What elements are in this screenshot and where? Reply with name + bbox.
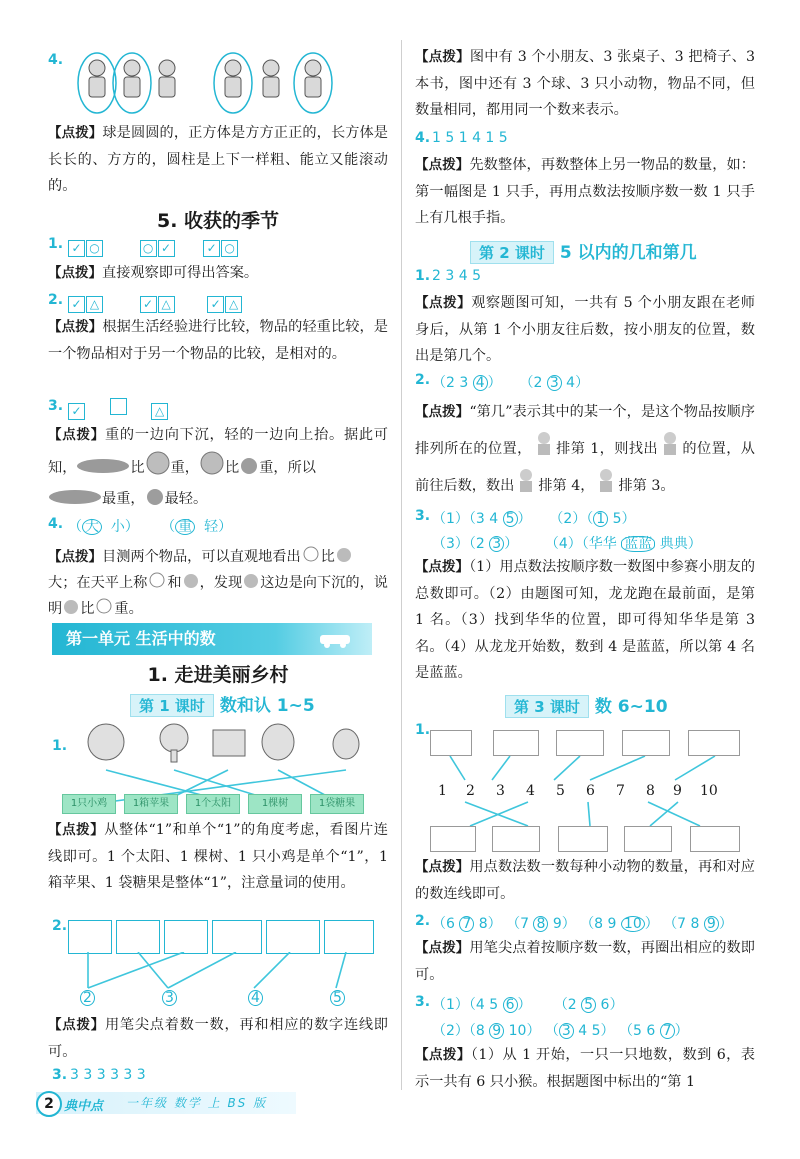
l3-q1-animal-box	[558, 826, 608, 852]
check-icon: ✓	[203, 240, 220, 257]
q4-tip: 【点拨】球是圆圆的，正方体是方方正正的，长方体是长长的、方方的，圆柱是上下一样粗、能立又能滚动的。	[48, 125, 388, 194]
l2-q1-number: 1.	[415, 268, 431, 284]
brand-logo-text: 典中点	[64, 1099, 104, 1114]
check-icon: ✓	[68, 296, 85, 313]
l3-q2-answer: （6 7 8） （7 8 9） （8 9 10 ） （7 8 9 ）	[432, 916, 733, 932]
r-q4-number: 4.	[415, 130, 431, 146]
l3-q3-number: 3.	[415, 994, 431, 1010]
child-figure-icon	[594, 467, 618, 493]
child-figure-icon	[514, 467, 538, 493]
l3-q3-answer-line1: （1）（4 5 6 ） （2 5 6）	[432, 997, 624, 1013]
s5-q4-number: 4.	[48, 516, 64, 532]
flower-icon	[94, 596, 114, 616]
l1-q2-picture-box	[116, 920, 160, 954]
l1-q1-number: 1.	[52, 738, 68, 754]
lesson2-heading: 第 2 课时 5 以内的几和第几	[470, 238, 697, 264]
circle-icon: ○	[140, 240, 157, 257]
l3-q1-animal-box	[492, 826, 540, 852]
s5-q1-tip: 【点拨】直接观察即可得出答案。	[48, 265, 259, 281]
section5-title: 5. 收获的季节	[156, 210, 280, 232]
car-icon	[316, 629, 356, 649]
l1-q1-label: 1袋糖果	[310, 794, 364, 814]
l1-q1-label: 1箱苹果	[124, 794, 178, 814]
unit-title-banner: 第一单元 生活中的数	[52, 623, 372, 655]
right-top-tip: 【点拨】图中有 3 个小朋友、3 张桌子、3 把椅子、3 本书，图中还有 3 个球、3 只小动物，物品不同，但数量相同，都用同一个数来表示。	[415, 49, 755, 118]
cabbage-icon	[145, 451, 171, 475]
s5-q1-answer-marks	[68, 236, 239, 257]
footer-book-info: 一年级 数学 上 BS 版	[126, 1096, 268, 1110]
l1-q2-picture-box	[212, 920, 262, 954]
ball-icon	[182, 572, 200, 590]
child-figure-icon	[658, 430, 682, 456]
check-icon: ✓	[207, 296, 224, 313]
triangle-icon: △	[158, 296, 175, 313]
l3-q1-animal-box	[430, 730, 472, 756]
q4-children-illustration	[75, 52, 345, 114]
l1-q2-circle-5: 5	[330, 990, 345, 1006]
onion-icon	[239, 455, 259, 475]
ball-icon	[335, 546, 353, 564]
l2-q3-answer-line1: （1）（3 4 5 ） （2）（ 1 5）	[432, 511, 636, 527]
flower-icon	[147, 570, 167, 590]
l2-q2-answer: （2 3 4 ） （2 3 4）	[432, 375, 590, 391]
circle-icon: ○	[86, 240, 103, 257]
l1-q1-label: 1棵树	[248, 794, 302, 814]
r-q4-answer: 1 5 1 4 1 5	[432, 130, 508, 146]
lesson3-heading: 第 3 课时 数 6~10	[505, 692, 668, 718]
triangle-icon: △	[151, 403, 168, 420]
l1-q2-picture-box	[324, 920, 374, 954]
cabbage-icon	[199, 451, 225, 475]
l1-q1-tip: 【点拨】从整体“1”和单个“1”的角度考虑，看图片连线即可。1 个太阳、1 棵树、1 只小鸡是单个“1”，1 箱苹果、1 袋糖果是整体“1”，注意量词的使用。	[48, 822, 388, 891]
l1-q2-picture-box	[68, 920, 112, 954]
r-q4-tip: 【点拨】先数整体，再数整体上另一物品的数量，如：第一幅图是 1 只手，再用点数法按顺序数一数 1 只手上有几根手指。	[415, 157, 755, 226]
l1-q2-tip: 【点拨】用笔尖点着数一数，再和相应的数字连线即可。	[48, 1017, 389, 1060]
s5-q3-answer-marks	[68, 398, 169, 420]
l1-q2-circle-4: 4	[248, 990, 263, 1006]
cucumber-icon	[76, 457, 130, 475]
flower-icon	[301, 544, 321, 564]
l1-q2-circle-3: 3	[162, 990, 177, 1006]
l3-q1-tip: 【点拨】用点数法数一数每种小动物的数量，再和对应的数连线即可。	[415, 859, 755, 902]
s5-q4-answers: （ 大 小） （ 重 轻）	[68, 519, 233, 535]
l2-q1-answer: 2 3 4 5	[432, 268, 481, 284]
l2-q3-answer-line2: （3）（2 3 ） （4）（华华 蓝蓝 典典）	[432, 536, 702, 552]
ball-icon	[62, 598, 80, 616]
onion-icon	[145, 486, 165, 506]
s5-q2-answer-marks	[68, 292, 243, 313]
s5-q4-tip: 【点拨】目测两个物品，可以直观地看出 比 大；在天平上称 和 ，发现 这边是向下沉的，说明 比 重。	[48, 544, 388, 622]
page-footer	[36, 1092, 296, 1114]
l3-q1-animal-box	[622, 730, 670, 756]
s5-q2-tip: 【点拨】根据生活经验进行比较，物品的轻重比较，是一个物品相对于另一个物品的比较，是相对的。	[48, 319, 388, 362]
check-icon: ✓	[140, 296, 157, 313]
l3-q1-number: 1.	[415, 722, 431, 738]
l1-q2-circle-2: 2	[80, 990, 95, 1006]
l1-q2-match-lines	[68, 952, 378, 992]
l1-q3-number: 3.	[52, 1067, 68, 1083]
s5-q3-number: 3.	[48, 398, 64, 414]
page-number: 2	[36, 1091, 62, 1117]
l1-q1-label: 1只小鸡	[62, 794, 116, 814]
s5-q1-number: 1.	[48, 236, 64, 252]
lesson1-heading: 第 1 课时 数和认 1~5	[130, 691, 315, 717]
column-divider	[401, 40, 402, 1090]
l2-q3-tip: 【点拨】（1）用点数法按顺序数一数图中参赛小朋友的总数即可。（2）由题图可知，龙龙跑在最前面，是第 1 名。（3）找到华华的位置，即可得知华华是第 3 名。（4）从龙龙开始数，数到 4 是蓝蓝，所以第 4 名是蓝蓝。	[415, 559, 756, 681]
section1-title: 1. 走进美丽乡村	[147, 664, 289, 686]
circle-icon: ○	[221, 240, 238, 257]
ball-icon	[242, 572, 260, 590]
l2-q1-tip: 【点拨】观察题图可知，一共有 5 个小朋友跟在老师身后，从第 1 个小朋友往后数，按小朋友的位置，数出是第几个。	[415, 295, 755, 364]
empty-box-icon	[110, 398, 127, 415]
s5-q3-tip: 【点拨】重的一边向下沉，轻的一边向上抬。据此可知， 比 重， 比 重，所以 最重， 最轻。	[48, 427, 389, 507]
l3-q1-animal-box	[624, 826, 672, 852]
child-figure-icon	[532, 430, 556, 456]
l1-q2-picture-box	[164, 920, 208, 954]
q4-number: 4.	[48, 52, 64, 68]
cucumber-icon	[48, 488, 102, 506]
l1-q1-label: 1个太阳	[186, 794, 240, 814]
l3-q1-animal-box	[690, 826, 740, 852]
l3-q3-tip: 【点拨】（1）从 1 开始，一只一只地数，数到 6，表示一共有 6 只小猴。根据题图中标出的“第 1	[415, 1047, 755, 1090]
l3-q2-tip: 【点拨】用笔尖点着按顺序数一数，再圈出相应的数即可。	[415, 940, 755, 983]
l3-q1-animal-box	[493, 730, 539, 756]
l3-q3-answer-line2: （2）（8 9 10） （ 3 4 5） （5 6 7 ）	[432, 1023, 689, 1039]
triangle-icon: △	[225, 296, 242, 313]
l1-q2-picture-box	[266, 920, 320, 954]
l3-q1-animal-box	[556, 730, 604, 756]
l3-q1-animal-box	[430, 826, 476, 852]
l3-q2-number: 2.	[415, 913, 431, 929]
check-icon: ✓	[68, 240, 85, 257]
l2-q2-tip: 【点拨】“第几”表示其中的某一个，是这个物品按顺序排列所在的位置， 排第 1，则找出 的位置，从前往后数，数出 排第 4， 排第 3。	[415, 404, 755, 494]
l3-q1-animal-box	[688, 730, 740, 756]
l1-q2-number: 2.	[52, 918, 68, 934]
l2-q3-number: 3.	[415, 508, 431, 524]
l2-q2-number: 2.	[415, 372, 431, 388]
check-icon: ✓	[68, 403, 85, 420]
triangle-icon: △	[86, 296, 103, 313]
l1-q3-answer: 3 3 3 3 3 3	[70, 1067, 146, 1083]
s5-q2-number: 2.	[48, 292, 64, 308]
check-icon: ✓	[158, 240, 175, 257]
